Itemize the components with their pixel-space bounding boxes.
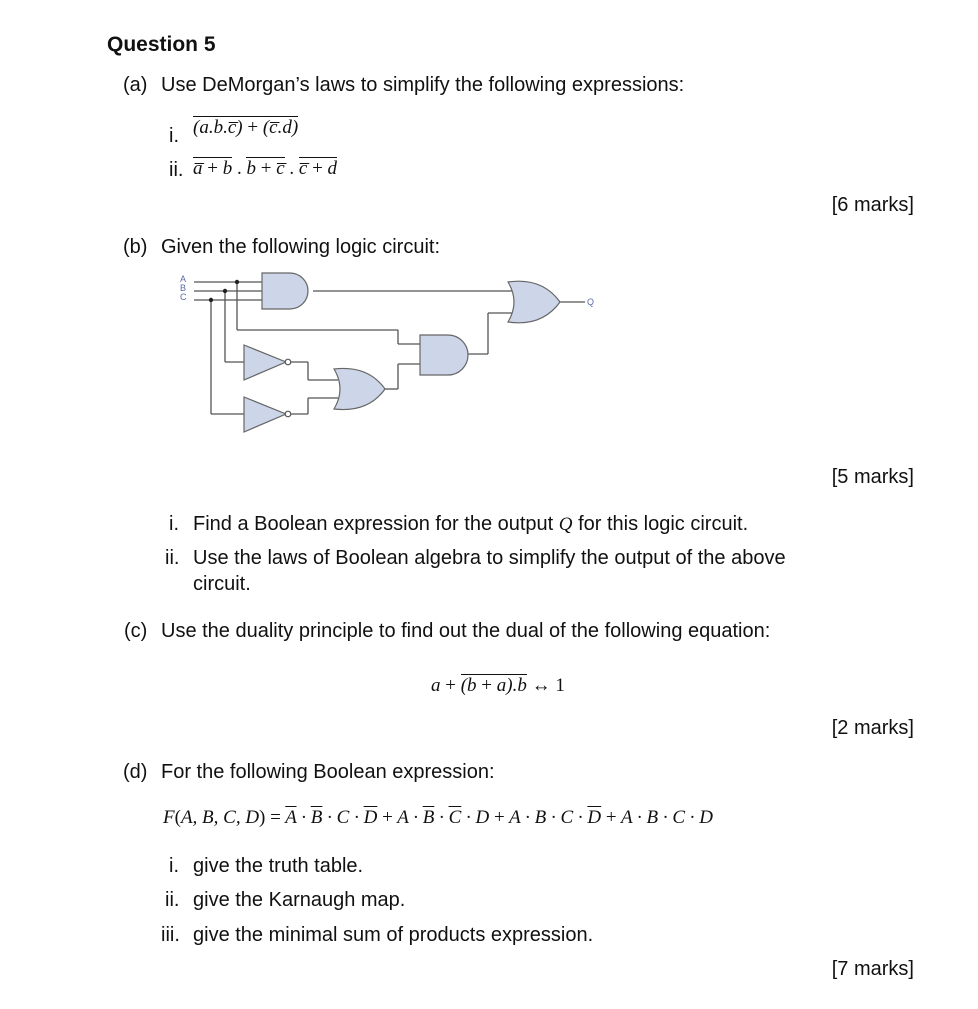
and-gate-1 — [262, 273, 308, 309]
part-b-text: Given the following logic circuit: — [161, 236, 441, 258]
output-label-q: Q — [587, 297, 595, 307]
part-d-item-1-text: give the truth table. — [193, 855, 364, 877]
part-a-item-2-num: ii. — [169, 159, 184, 181]
part-b-item-2-num: ii. — [165, 547, 180, 569]
and-gate-2 — [420, 335, 468, 375]
input-label-c: C — [180, 292, 187, 302]
logic-circuit-diagram — [170, 265, 610, 450]
part-d-item-3-num: iii. — [161, 924, 180, 946]
part-d-item-1-num: i. — [169, 855, 179, 877]
part-d-item-3-text: give the minimal sum of products expression. — [193, 924, 594, 946]
part-d-marks: [7 marks] — [831, 958, 914, 980]
part-a-marks: [6 marks] — [831, 194, 914, 216]
not-gate-2 — [244, 397, 286, 432]
part-b-marks: [5 marks] — [831, 466, 914, 488]
not-gate-1 — [244, 345, 286, 380]
part-a-label: (a) — [123, 74, 148, 96]
input-label-a: A — [180, 274, 187, 284]
part-c-equation: $a + (\overline{b} + a).b$ ↔ 1 — [431, 675, 565, 696]
part-d-item-2-text: give the Karnaugh map. — [193, 889, 406, 911]
or-gate-output — [508, 281, 560, 323]
input-label-b: B — [180, 283, 187, 293]
part-b-item-1-num: i. — [169, 513, 179, 535]
part-b-item-2-line1: Use the laws of Boolean algebra to simplify the output of the above — [193, 547, 786, 569]
part-a-item-2-expression: a̅ + b . b + c̅ . c̅ + d — [193, 158, 338, 179]
or-gate-2 — [334, 368, 385, 409]
part-c-label: (c) — [124, 620, 148, 642]
part-b-item-2-line2: circuit. — [193, 573, 251, 595]
part-d-label: (d) — [123, 761, 148, 783]
part-d-text: For the following Boolean expression: — [161, 761, 495, 783]
part-d-item-2-num: ii. — [165, 889, 180, 911]
part-b-item-1-text: Find a Boolean expression for the output Q for this logic circuit. — [193, 513, 749, 535]
part-d-expression: F(A, B, C, $D) = \overline{A} \cdot \overline{B} \cdot C \cdot \overline{D} + A \cdot \overline{B} \cdot \overline{C} \cdot D + A \cdot B \cdot C \cdot \overline{D} + A \cdot B \cdot C \cdot D$ — [163, 807, 714, 828]
part-c-text: Use the duality principle to find out the dual of the following equation: — [161, 620, 771, 642]
part-b-label: (b) — [123, 236, 148, 258]
part-c-marks: [2 marks] — [831, 717, 914, 739]
part-a-item-1-num: i. — [169, 125, 179, 147]
question-title: Question 5 — [107, 33, 216, 56]
part-a-text: Use DeMorgan’s laws to simplify the following expressions: — [161, 74, 685, 96]
part-a-item-1-expression: (a.b.c̅) + (c̅.d) — [193, 117, 299, 138]
